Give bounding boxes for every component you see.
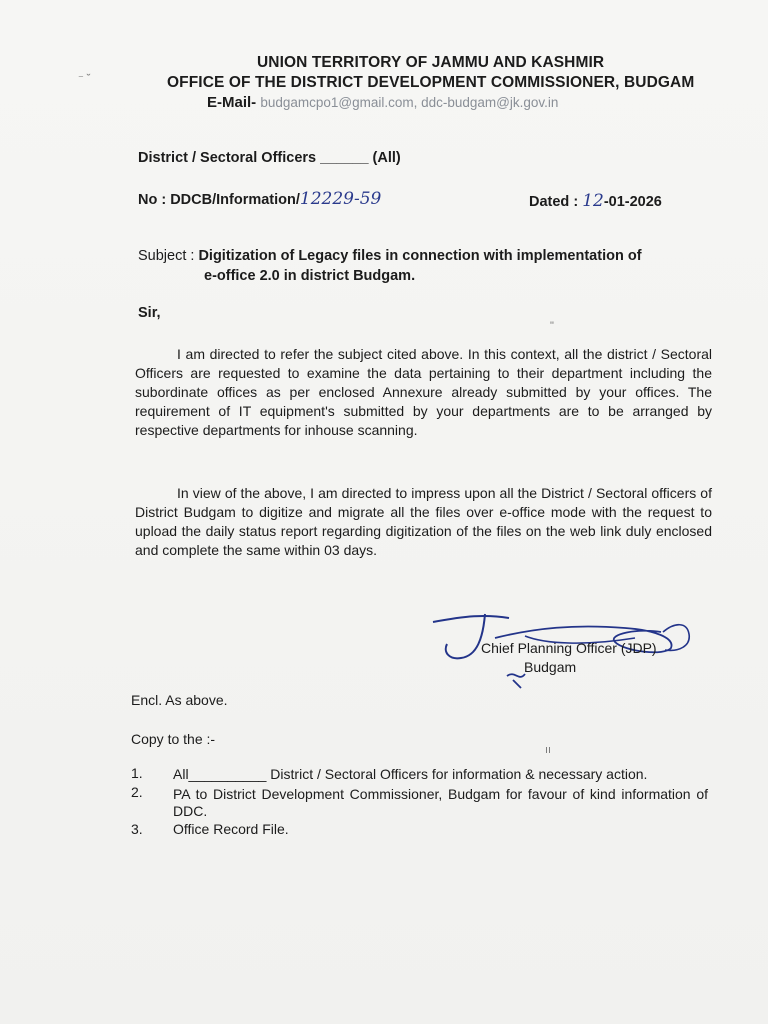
dated-day-handwritten: 12: [582, 191, 604, 211]
scan-mark: ": [550, 320, 554, 332]
scan-mark: ıı: [545, 744, 552, 756]
addressee-label: District / Sectoral Officers: [138, 150, 317, 166]
email-label: E-Mail-: [207, 94, 257, 111]
reference-number: [138, 189, 381, 209]
addressee: [138, 150, 401, 166]
subject-line2: e-office 2.0 in district Budgam.: [204, 268, 416, 284]
body-paragraph-1-text: I am directed to refer the subject cited above. In this context, all the district / Sectoral Officers are requested to examine the data pertaining to their department including the subordinate offices as per enclosed Annexure already submitted by your offices. The requirement of IT equipment's submitted by your departments are to be arranged by respective departments for inhouse scanning.: [135, 346, 712, 438]
reference-label: No : DDCB/Information/: [138, 192, 300, 208]
dated-rest: -01-2026: [603, 194, 662, 210]
copy-item-3: Office Record File.: [173, 821, 289, 837]
copy-item-number: 3.: [131, 821, 143, 837]
signatory-place: Budgam: [524, 659, 577, 675]
copy-to-label: Copy to the :-: [131, 731, 216, 747]
body-paragraph-2-text: In view of the above, I am directed to impress upon all the District / Sectoral officers of District Budgam to digitize and migrate all the files over e-office mode with the request to upload the daily status report regarding digitization of the files on the web link duly enclosed and complete the same within 03 days.: [135, 485, 712, 558]
subject-text-1: Digitization of Legacy files in connection with implementation of: [198, 248, 642, 264]
reference-handwritten: 12229-59: [299, 189, 382, 209]
reference-date: [529, 191, 662, 211]
header-line2: OFFICE OF THE DISTRICT DEVELOPMENT COMMISSIONER, BUDGAM: [167, 74, 695, 91]
dated-label: Dated :: [529, 194, 579, 210]
enclosure-note: Encl. As above.: [131, 692, 228, 708]
subject-label: Subject :: [138, 248, 195, 264]
addressee-scope: (All): [372, 150, 401, 166]
scan-mark: ⁻ ˘: [78, 73, 91, 85]
copy-item-number: 1.: [131, 765, 143, 781]
header-email: [207, 94, 558, 111]
copy-item-number: 2.: [131, 784, 143, 800]
subject-line1: [138, 248, 642, 264]
header-line1: UNION TERRITORY OF JAMMU AND KASHMIR: [257, 54, 605, 71]
body-paragraph-2: [135, 484, 712, 560]
signatory-title: Chief Planning Officer (JDP): [481, 640, 657, 656]
addressee-blank: ______: [320, 150, 369, 166]
copy-item-1: All__________ District / Sectoral Officers for information & necessary action.: [173, 766, 648, 782]
email-values: budgamcpo1@gmail.com, ddc-budgam@jk.gov.in: [260, 95, 559, 110]
salutation: Sir,: [138, 305, 161, 321]
copy-item-2: PA to District Development Commissioner, Budgam for favour of kind information of DDC.: [173, 786, 708, 819]
body-paragraph-1: [135, 345, 712, 440]
